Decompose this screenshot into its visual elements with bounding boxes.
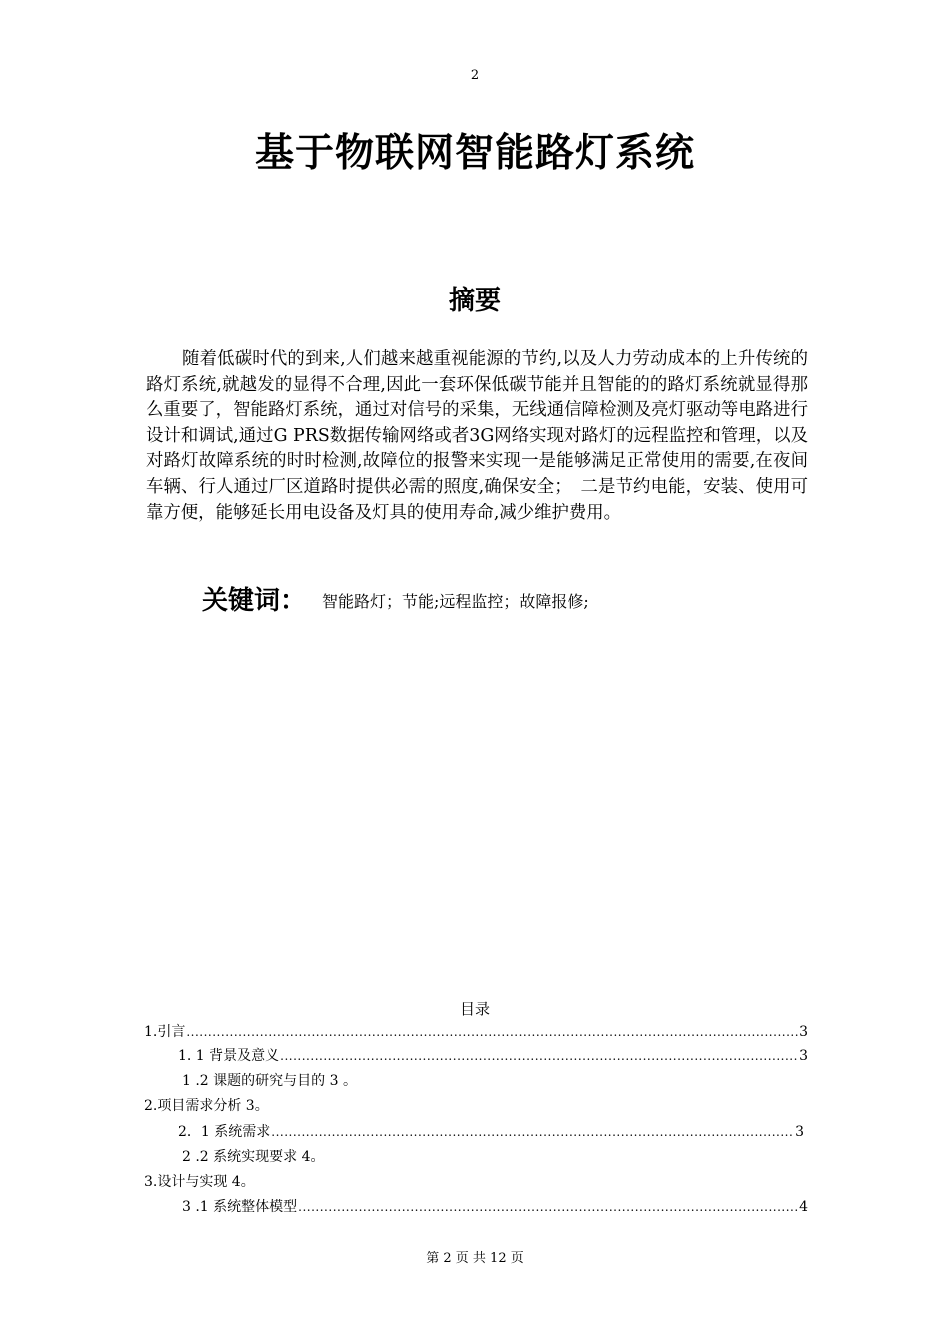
toc-entry-text: 1. 1 背景及意义 [178,1048,280,1064]
toc-entry[interactable] [144,1096,269,1116]
toc-entry[interactable] [178,1046,808,1066]
keywords-line [202,580,589,617]
abstract-heading: 摘要 [448,286,501,316]
toc-entry-text: 3 .1 系统整体模型 [182,1199,298,1215]
page-footer: 第 2 页 共 12 页 [426,1251,524,1266]
toc-entry[interactable] [182,1147,325,1167]
toc-entry-text: 2 .2 系统实现要求 4。 [182,1149,325,1165]
toc-entry[interactable] [178,1122,804,1142]
toc-entry-text: 3.设计与实现 4。 [144,1174,255,1190]
header-page-number: 2 [470,68,480,83]
toc-entry-text: 1 .2 课题的研究与目的 3 。 [182,1073,357,1089]
toc-leader-dots [298,1197,798,1217]
toc-leader-dots [271,1122,794,1142]
toc-entry-text: 2.项目需求分析 3。 [144,1098,269,1114]
toc-entry-text: 2．1 系统需求 [178,1124,271,1140]
toc-entry[interactable] [144,1022,808,1042]
abstract-body: 随着低碳时代的到来,人们越来越重视能源的节约,以及人力劳动成本的上升传统的路灯系统,就越发的显得不合理,因此一套环保低碳节能并且智能的的路灯系统就显得那么重要了，智能路灯系统，通过对信号的采集，无线通信障检测及亮灯驱动等电路进行设计和调试,通过G PRS数据传输网络或者3G网络实现对路灯的远程监控和管理，以及对路灯故障系统的时时检测,故障位的报警来实现一是能够满足正常使用的需要,在夜间车辆、行人通过厂区道路时提供必需的照度,确保安全； 二是节约电能，安装、使用可靠方便，能够延长用电设备及灯具的使用寿命,减少维护费用。 [146,349,808,523]
toc-entry-page: 3 [799,1024,808,1040]
toc-entry[interactable] [144,1172,255,1192]
toc-entry-text: 1.引言 [144,1024,186,1040]
toc-entry-page: 4 [799,1199,808,1215]
toc-entry-page: 3 [795,1124,804,1140]
toc-entry[interactable] [182,1071,357,1091]
keywords-label: 关键词： [202,586,307,616]
toc-leader-dots [186,1022,798,1042]
toc-entry-page: 3 [799,1048,808,1064]
toc-heading: 目录 [459,1000,490,1018]
toc-entry[interactable] [182,1197,808,1217]
toc-leader-dots [280,1046,798,1066]
keywords-values: 智能路灯；节能;远程监控；故障报修; [322,592,589,611]
document-title: 基于物联网智能路灯系统 [254,131,695,176]
